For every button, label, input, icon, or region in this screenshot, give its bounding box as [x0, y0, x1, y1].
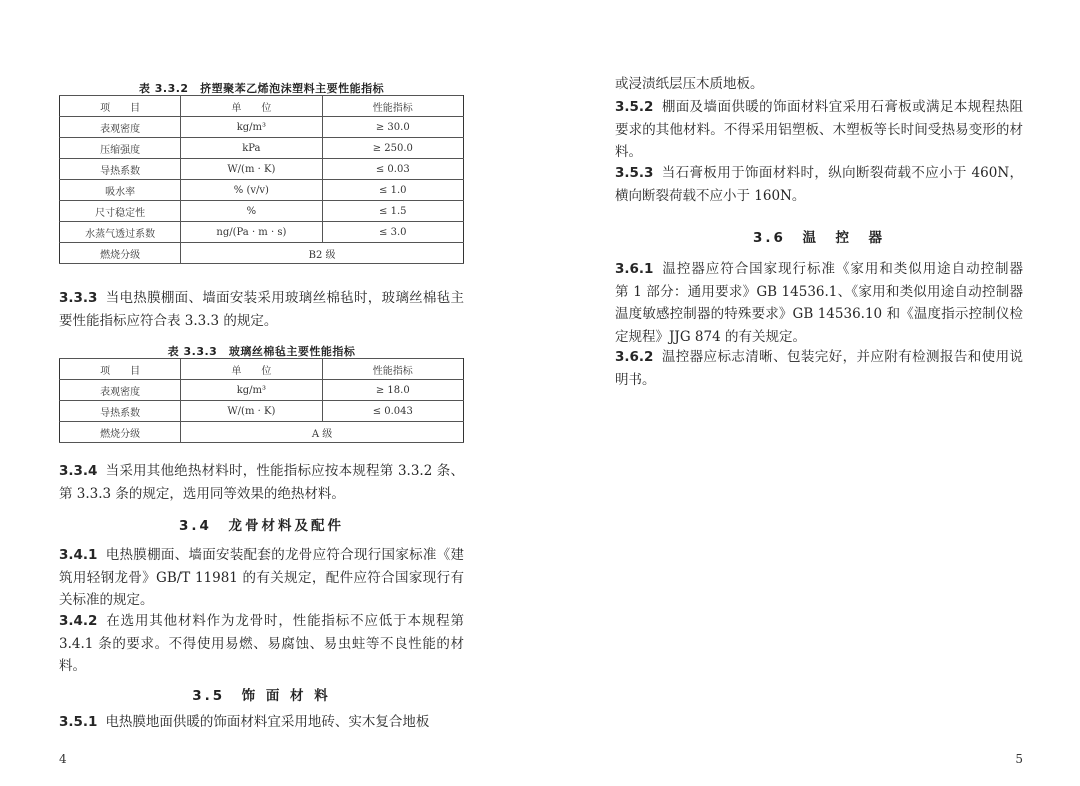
table-header-cell: 项 目 — [60, 359, 181, 380]
table-cell: 水蒸气透过系数 — [60, 222, 181, 243]
clause-number: 3.5.1 — [59, 714, 98, 730]
clause-number: 3.6.2 — [615, 349, 654, 365]
paragraph-continuation: 或浸渍纸层压木质地板。 — [615, 76, 764, 92]
clause-number: 3.6.1 — [615, 261, 654, 277]
table-cell: ng/(Pa · m · s) — [181, 222, 322, 243]
section-heading-3-5: 3.5 饰 面 材 料 — [192, 688, 331, 704]
clause-number: 3.4.1 — [59, 547, 98, 563]
table-header-cell: 单 位 — [181, 359, 322, 380]
table-cell: ≤ 0.03 — [322, 159, 463, 180]
clause-number: 3.3.4 — [59, 463, 98, 479]
paragraph-3-5-3 — [615, 162, 1023, 207]
table-cell: % — [181, 201, 322, 222]
table-row — [60, 422, 464, 443]
table-cell: kg/m³ — [181, 117, 322, 138]
table-header-cell: 单 位 — [181, 96, 322, 117]
paragraph-3-6-2 — [615, 346, 1023, 391]
paragraph-3-5-2 — [615, 96, 1023, 164]
table-cell: ≥ 30.0 — [322, 117, 463, 138]
table-cell: % (v/v) — [181, 180, 322, 201]
table-row — [60, 201, 464, 222]
clause-text: 温控器应标志清晰、包装完好，并应附有检测报告和使用说明书。 — [615, 349, 1023, 388]
clause-text: 当石膏板用于饰面材料时，纵向断裂荷载不应小于 460N，横向断裂荷载不应小于 160N。 — [615, 165, 1023, 204]
table-cell: 表观密度 — [60, 117, 181, 138]
clause-text: 在选用其他材料作为龙骨时，性能指标不应低于本规程第 3.4.1 条的要求。不得使用易燃、易腐蚀、易虫蛀等不良性能的材料。 — [59, 613, 464, 674]
section-heading-3-4: 3.4 龙骨材料及配件 — [179, 518, 344, 534]
table-header-cell: 项 目 — [60, 96, 181, 117]
paragraph-3-5-1 — [59, 711, 464, 734]
table-cell: ≤ 3.0 — [322, 222, 463, 243]
table-row — [60, 117, 464, 138]
table-332 — [59, 95, 464, 264]
table-cell: 吸水率 — [60, 180, 181, 201]
table-header-row — [60, 359, 464, 380]
paragraph-3-4-2 — [59, 610, 464, 678]
page-number-right: 5 — [1015, 752, 1023, 766]
table-cell: kPa — [181, 138, 322, 159]
table-333-caption: 表 3.3.3 玻璃丝棉毡主要性能指标 — [167, 345, 356, 358]
table-cell: ≤ 1.5 — [322, 201, 463, 222]
table-header-cell: 性能指标 — [322, 359, 463, 380]
clause-number: 3.4.2 — [59, 613, 98, 629]
table-cell: ≤ 0.043 — [322, 401, 463, 422]
table-cell: kg/m³ — [181, 380, 322, 401]
table-cell: 燃烧分级 — [60, 422, 181, 443]
clause-number: 3.3.3 — [59, 290, 98, 306]
table-cell: B2 级 — [181, 243, 464, 264]
table-cell: 压缩强度 — [60, 138, 181, 159]
table-332-caption: 表 3.3.2 挤塑聚苯乙烯泡沫塑料主要性能指标 — [138, 82, 385, 95]
table-row — [60, 180, 464, 201]
table-cell: ≥ 18.0 — [322, 380, 463, 401]
table-cell: W/(m · K) — [181, 401, 322, 422]
table-cell: 导热系数 — [60, 401, 181, 422]
table-row — [60, 222, 464, 243]
table-cell: 尺寸稳定性 — [60, 201, 181, 222]
clause-text: 当电热膜棚面、墙面安装采用玻璃丝棉毡时，玻璃丝棉毡主要性能指标应符合表 3.3.3 的规定。 — [59, 290, 464, 329]
paragraph-3-3-3 — [59, 287, 464, 332]
table-row — [60, 380, 464, 401]
table-row — [60, 243, 464, 264]
clause-number: 3.5.2 — [615, 99, 654, 115]
table-cell: 表观密度 — [60, 380, 181, 401]
paragraph-3-3-4 — [59, 460, 464, 505]
table-header-cell: 性能指标 — [322, 96, 463, 117]
paragraph-3-4-1 — [59, 544, 464, 612]
table-row — [60, 401, 464, 422]
section-heading-3-6: 3.6 温 控 器 — [753, 230, 885, 246]
table-cell: ≥ 250.0 — [322, 138, 463, 159]
clause-text: 棚面及墙面供暖的饰面材料宜采用石膏板或满足本规程热阻要求的其他材料。不得采用铝塑板、木塑板等长时间受热易变形的材料。 — [615, 99, 1023, 160]
page-number-left: 4 — [59, 752, 67, 766]
table-cell: 燃烧分级 — [60, 243, 181, 264]
table-row — [60, 138, 464, 159]
clause-text: 电热膜地面供暖的饰面材料宜采用地砖、实木复合地板 — [105, 714, 430, 730]
clause-text: 温控器应符合国家现行标准《家用和类似用途自动控制器 第 1 部分：通用要求》GB 14536.1、《家用和类似用途自动控制器温度敏感控制器的特殊要求》GB 14536.10 和《温度指示控制仪检定规程》JJG 874 的有关规定。 — [615, 261, 1037, 345]
clause-number: 3.5.3 — [615, 165, 654, 181]
table-cell: 导热系数 — [60, 159, 181, 180]
table-row — [60, 159, 464, 180]
clause-text: 电热膜棚面、墙面安装配套的龙骨应符合现行国家标准《建筑用轻钢龙骨》GB/T 11981 的有关规定，配件应符合国家现行有关标准的规定。 — [59, 547, 464, 608]
table-cell: ≤ 1.0 — [322, 180, 463, 201]
paragraph-3-6-1 — [615, 258, 1037, 348]
table-cell: A 级 — [181, 422, 464, 443]
table-header-row — [60, 96, 464, 117]
table-cell: W/(m · K) — [181, 159, 322, 180]
clause-text: 当采用其他绝热材料时，性能指标应按本规程第 3.3.2 条、第 3.3.3 条的规定，选用同等效果的绝热材料。 — [59, 463, 464, 502]
table-333 — [59, 358, 464, 443]
